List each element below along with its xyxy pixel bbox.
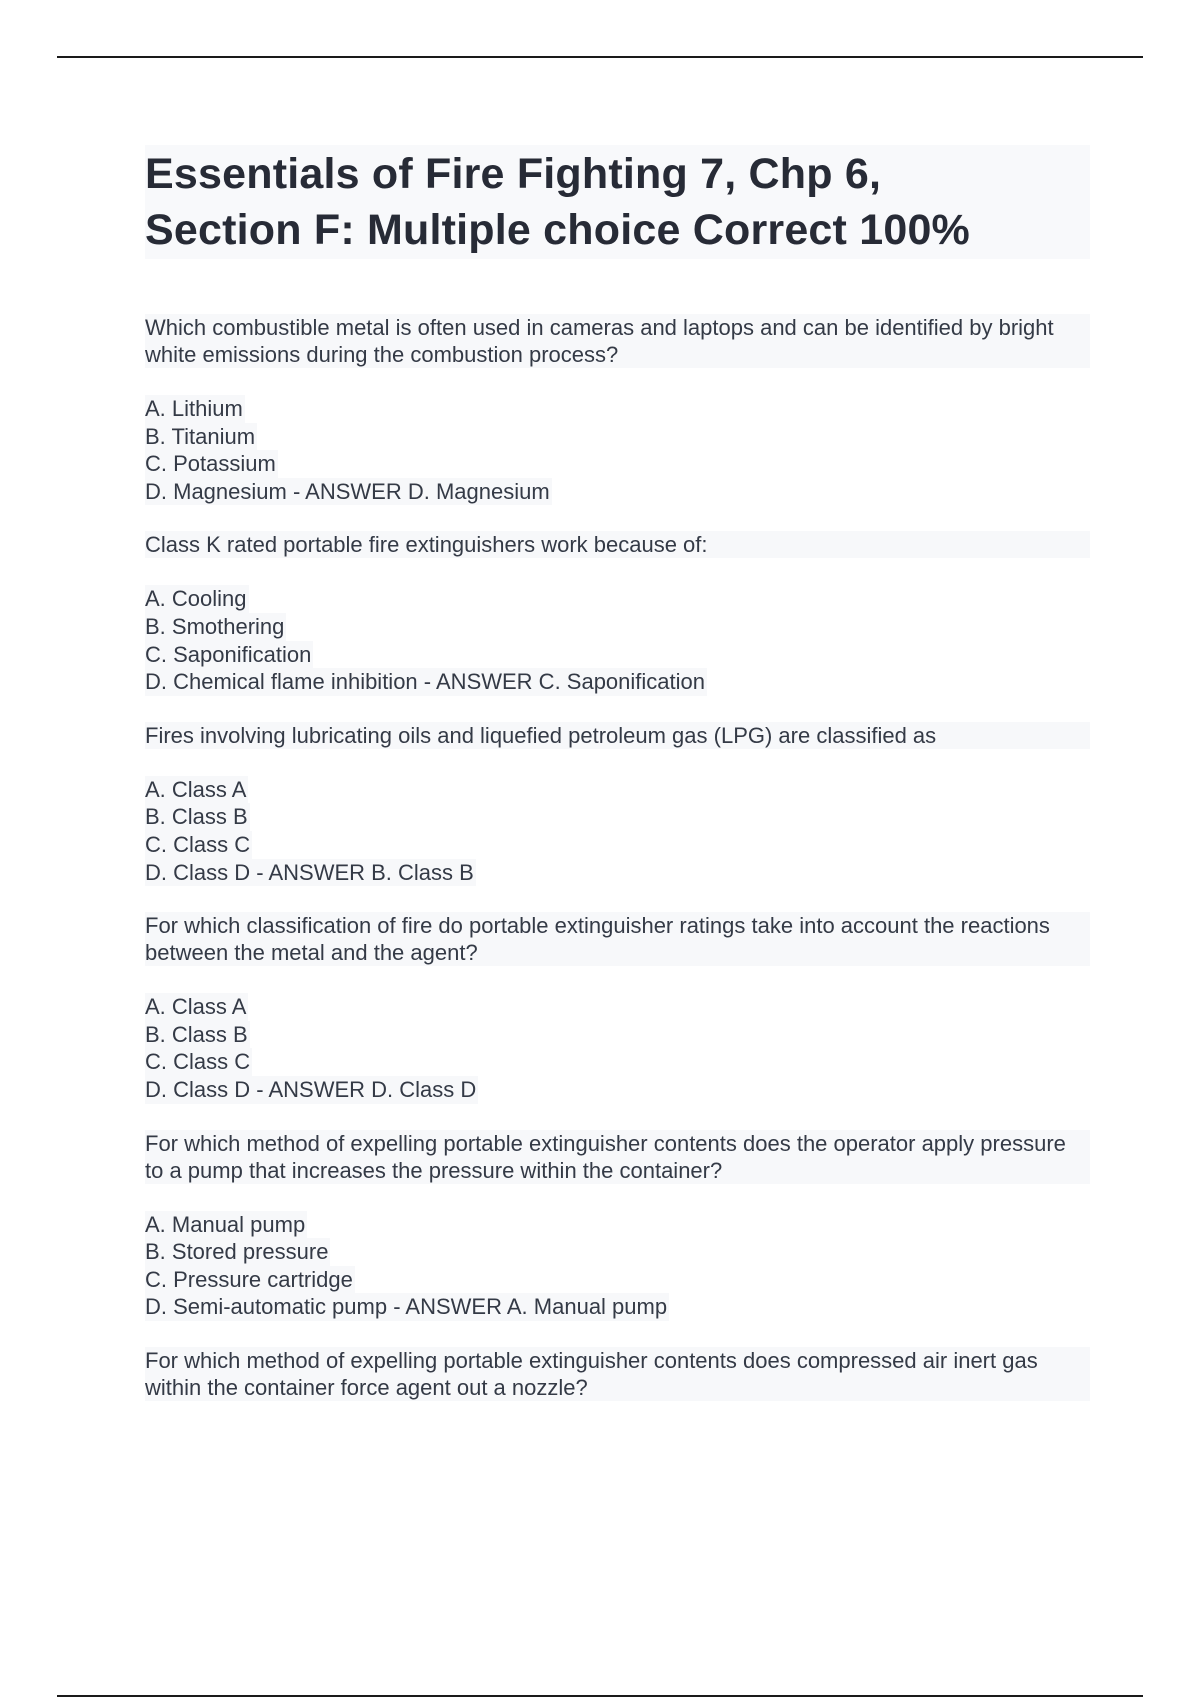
option-d-answer: D. Class D - ANSWER B. Class B xyxy=(145,859,474,885)
document-title xyxy=(145,145,1090,259)
option-a: A. Class A xyxy=(145,776,247,802)
document-body xyxy=(145,145,1090,1428)
title-line-1: Essentials of Fire Fighting 7, Chp 6, xyxy=(145,150,882,198)
option-b: B. Stored pressure xyxy=(145,1239,329,1265)
question-text: Class K rated portable fire extinguishers work because of: xyxy=(145,531,1090,558)
question-text: Fires involving lubricating oils and liquefied petroleum gas (LPG) are classified as xyxy=(145,722,1090,749)
option-d-answer: D. Chemical flame inhibition - ANSWER C. Saponification xyxy=(145,669,706,695)
option-c: C. Potassium xyxy=(145,451,276,477)
option-d-answer: D. Semi-automatic pump - ANSWER A. Manual pump xyxy=(145,1294,668,1320)
option-list xyxy=(145,993,1090,1103)
option-list xyxy=(145,776,1090,886)
question-text: Which combustible metal is often used in cameras and laptops and can be identified by bright white emissions during the combustion process? xyxy=(145,314,1090,368)
option-c: C. Class C xyxy=(145,1049,251,1075)
question-block xyxy=(145,1130,1090,1321)
question-block xyxy=(145,314,1090,505)
option-c: C. Class C xyxy=(145,831,251,857)
option-b: B. Titanium xyxy=(145,423,256,449)
question-block xyxy=(145,531,1090,695)
question-text: For which method of expelling portable extinguisher contents does compressed air inert gas within the container force agent out a nozzle? xyxy=(145,1347,1090,1401)
top-rule xyxy=(57,56,1143,58)
question-text: For which classification of fire do portable extinguisher ratings take into account the reactions between the metal and the agent? xyxy=(145,912,1090,966)
question-block xyxy=(145,1347,1090,1401)
bottom-rule xyxy=(57,1695,1143,1697)
option-a: A. Manual pump xyxy=(145,1211,306,1237)
option-c: C. Saponification xyxy=(145,641,312,667)
option-d-answer: D. Magnesium - ANSWER D. Magnesium xyxy=(145,478,550,504)
option-b: B. Smothering xyxy=(145,613,285,639)
option-list xyxy=(145,1211,1090,1321)
title-line-2: Section F: Multiple choice Correct 100% xyxy=(145,206,970,254)
question-text: For which method of expelling portable extinguisher contents does the operator apply pressure to a pump that increases the pressure within the container? xyxy=(145,1130,1090,1184)
option-d-answer: D. Class D - ANSWER D. Class D xyxy=(145,1076,477,1102)
option-b: B. Class B xyxy=(145,1021,248,1047)
option-c: C. Pressure cartridge xyxy=(145,1266,353,1292)
question-block xyxy=(145,722,1090,886)
option-a: A. Class A xyxy=(145,994,247,1020)
option-b: B. Class B xyxy=(145,804,248,830)
question-block xyxy=(145,912,1090,1103)
option-a: A. Cooling xyxy=(145,586,247,612)
option-list xyxy=(145,585,1090,695)
option-a: A. Lithium xyxy=(145,396,243,421)
option-list xyxy=(145,395,1090,505)
